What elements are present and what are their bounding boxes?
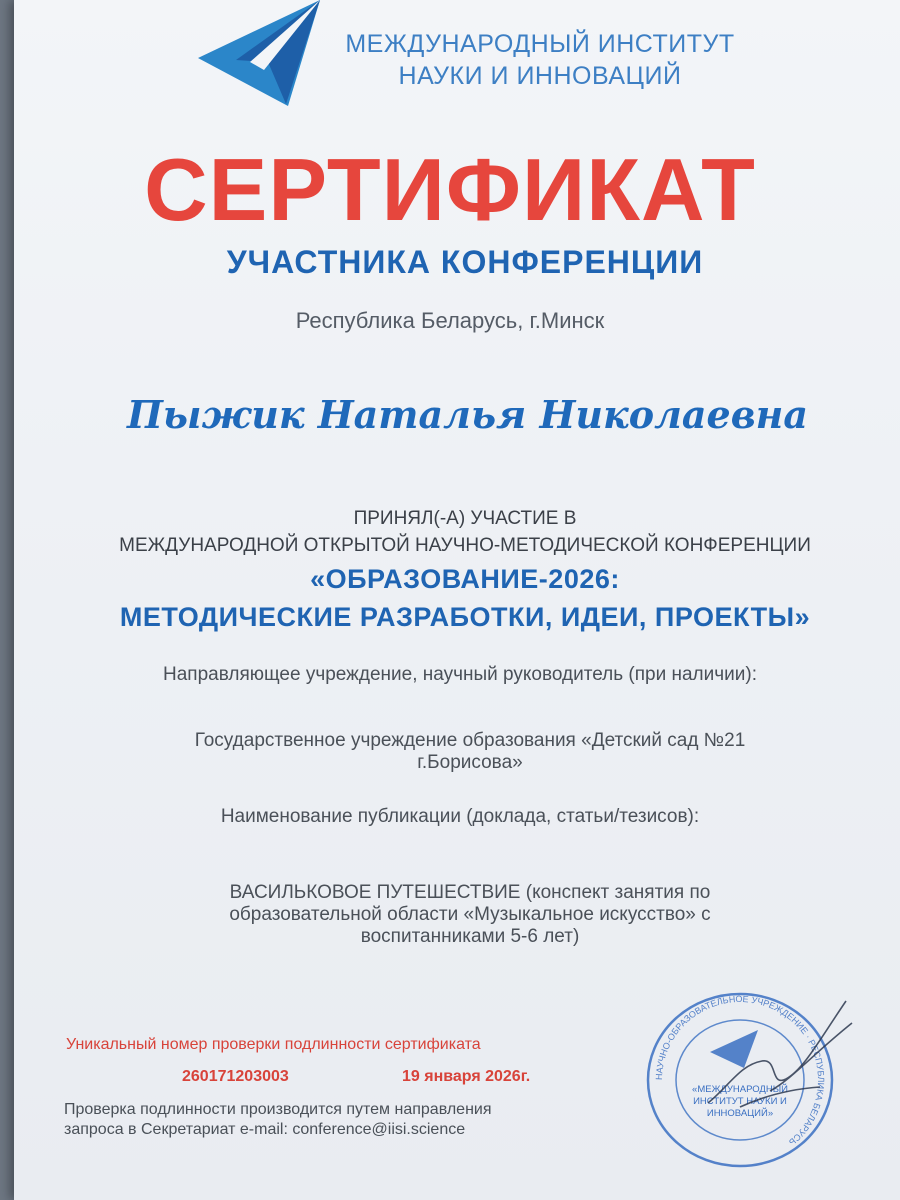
stamp-center-line1: «МЕЖДУНАРОДНЫЙ [692,1084,788,1095]
conference-title-line1: «ОБРАЗОВАНИЕ-2026: [310,564,620,594]
organization-name-line1: МЕЖДУНАРОДНЫЙ ИНСТИТУТ [345,30,735,58]
publication-value-line1: ВАСИЛЬКОВОЕ ПУТЕШЕСТВИЕ (конспект занятия по [229,882,711,903]
verification-note [64,1100,624,1140]
certificate-title: СЕРТИФИКАТ [144,140,756,239]
stamp-center-line3: ИННОВАЦИЙ» [706,1108,774,1119]
publication-value [120,882,820,948]
institution-value-line1: Государственное учреждение образования «Детский сад №21 [194,730,746,751]
conference-title-line2: МЕТОДИЧЕСКИЕ РАЗРАБОТКИ, ИДЕИ, ПРОЕКТЫ» [119,602,811,632]
conference-title [0,560,900,636]
verification-note-line1: Проверка подлинности производится путем направления [64,1101,492,1118]
signature [700,995,860,1115]
organization-name-line2: НАУКИ И ИННОВАЦИЙ [398,62,682,90]
participant-name: Пыжик Наталья Николаевна [127,392,808,437]
participation-statement [0,505,900,559]
stamp-ring-text: НАУЧНО-ОБРАЗОВАТЕЛЬНОЕ УЧРЕЖДЕНИЕ · РЕСПУБЛИКА БЕЛАРУСЬ [653,993,827,1148]
publication-value-line3: воспитанниками 5-6 лет) [360,926,580,947]
institution-value-line2: г.Борисова» [417,752,523,773]
paper-plane-icon [198,0,323,108]
verification-note-line2: запроса в Секретариат e-mail: conference@iisi.science [64,1121,466,1138]
publication-label: Наименование публикации (доклада, статьи/тезисов): [220,806,700,827]
organization-name [330,28,750,92]
participation-line1: ПРИНЯЛ(-А) УЧАСТИЕ В [353,508,577,529]
institution-value [120,730,820,774]
publication-value-line2: образовательной области «Музыкальное искусство» с [229,904,711,925]
issue-date: 19 января 2026г. [402,1068,531,1085]
stamp-center-line2: ИНСТИТУТ НАУКИ И [693,1096,787,1107]
institution-label: Направляющее учреждение, научный руководитель (при наличии): [163,664,757,685]
verification-label: Уникальный номер проверки подлинности сертификата [66,1036,481,1053]
certificate-subtitle: УЧАСТНИКА КОНФЕРЕНЦИИ [226,244,704,280]
certificate-place: Республика Беларусь, г.Минск [295,308,605,333]
verification-number: 260171203003 [182,1068,289,1085]
participation-line2: МЕЖДУНАРОДНОЙ ОТКРЫТОЙ НАУЧНО-МЕТОДИЧЕСКОЙ КОНФЕРЕНЦИИ [119,535,811,556]
